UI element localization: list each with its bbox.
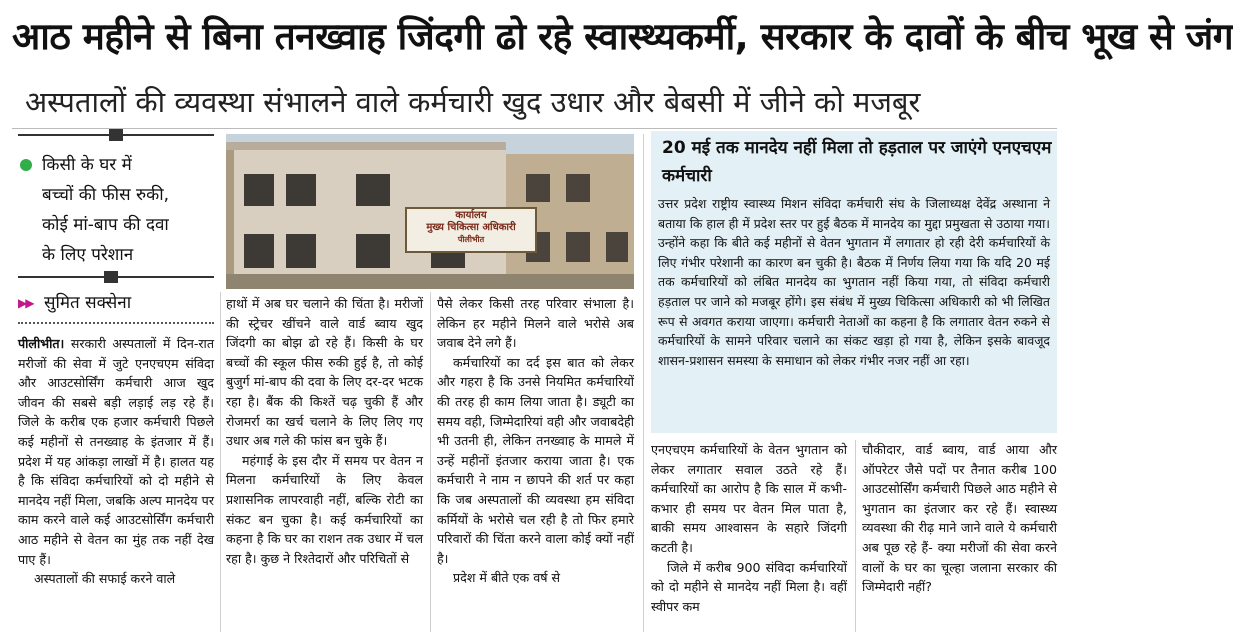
pull-quote-line: किसी के घर में — [42, 155, 132, 175]
article-paragraph: सरकारी अस्पतालों में दिन-रात मरीजों की सेवा में जुटे एनएचएम संविदा और आउटसोर्सिंग कर्मचारी आज खुद जीवन की सबसे बड़ी लड़ाई लड़ रहे हैं। जिले के करीब एक हजार कर्मचारी पिछले कई महीनों से तनख्वाह के इंतजार में हैं। प्रदेश में यह आंकड़ा लाखों में है। हालत यह है कि संविदा कर्मचारियों को दो महीने से मानदेय नहीं मिला, जबकि अल्प मानदेय पर काम करने वाले कई आउटसोर्सिंग कर्मचारी आठ महीने से वेतन का मुंह तक नहीं देख पाए हैं। — [18, 336, 214, 567]
article-paragraph: जिले में करीब 900 संविदा कर्मचारियों को दो महीने से मानदेय नहीं मिला है। वहीं स्वीपर कम — [651, 559, 847, 614]
article-column-1 — [18, 334, 214, 589]
subheadline: अस्पतालों की व्यवस्था संभालने वाले कर्मचारी खुद उधार और बेबसी में जीने को मजबूर — [25, 85, 921, 119]
callout-marker-top — [109, 129, 123, 141]
byline-arrow-icon: ▶▶ — [18, 296, 33, 310]
bullet-dot-icon — [20, 159, 32, 171]
office-sign — [406, 210, 536, 246]
article-paragraph: एनएचएम कर्मचारियों के वेतन भुगतान को लेकर लगातार सवाल उठते रहे हैं। कर्मचारियों का आरोप है कि साल में कभी-कभार ही समय पर वेतन मिल पाता है, बाकी समय आश्वासन के सहारे जिंदगी कटती है। — [651, 442, 847, 555]
byline: सुमित सक्सेना — [44, 293, 132, 313]
sidebar-box-body — [658, 194, 1050, 370]
column-divider — [220, 292, 221, 632]
pull-quote-line: बच्चों की फीस रुकी, — [42, 185, 170, 205]
article-column-4 — [651, 440, 847, 616]
article-paragraph: हाथों में अब घर चलाने की चिंता है। मरीजों की स्ट्रेचर खींचने वाले वार्ड ब्वाय खुद जिंदगी का बोझ ढो रहे हैं। किसी के घर बच्चों की स्कूल फीस रुकी हुई है, तो कोई बुजुर्ग मां-बाप की दवा के लिए दर-दर भटक रहा है। बैंक की किश्तें चढ़ चुकी हैं और रोजमर्रा का खर्च चलाने के लिए लिए गए उधार अब गले की फांस बन चुके हैं। — [226, 296, 423, 449]
callout-marker-bottom — [104, 271, 118, 283]
article-column-2 — [226, 294, 423, 568]
column-divider — [643, 134, 644, 632]
sidebar-box-text: उत्तर प्रदेश राष्ट्रीय स्वास्थ्य मिशन संविदा कर्मचारी संघ के जिलाध्यक्ष देवेंद्र अस्थाना ने बताया कि हाल ही में प्रदेश स्तर पर हुई बैठक में मानदेय का मुद्दा प्रमुखता से उठाया गया। उन्होंने कहा कि बीते कई महीनों से वेतन भुगतान में लगातार हो रही देरी कर्मचारियों के लिए गंभीर परेशानी का कारण बन चुकी है। बैठक में निर्णय लिया गया कि यदि 20 मई तक कर्मचारियों को लंबित मानदेय का भुगतान नहीं किया गया, तो संविदा कर्मचारी हड़ताल पर जाने को मजबूर होंगे। इस संबंध में मुख्य चिकित्सा अधिकारी को भी लिखित रूप से अवगत कराया जाएगा। कर्मचारी नेताओं का कहना है कि लगातार वेतन रुकने से कर्मचारियों के सामने परिवार चलाने का संकट खड़ा हो गया है, लेकिन इसके बावजूद शासन-प्रशासन समस्या के समाधान को लेकर गंभीर नजर नहीं आ रहा। — [658, 196, 1050, 368]
article-paragraph: कर्मचारियों का दर्द इस बात को लेकर और गहरा है कि उनसे नियमित कर्मचारियों की तरह ही काम लिया जाता है। ड्यूटी का समय वही, जिम्मेदारियां वही और जवाबदेही भी उतनी ही, लेकिन तनख्वाह के मामले में उन्हें महीनों इंतजार कराया जाता है। एक कर्मचारी ने नाम न छापने की शर्त पर कहा कि जब अस्पतालों की व्यवस्था हम संविदा कर्मियों के भरोसे चल रही है तो फिर हमारे परिवारों की चिंता करने वाला कोई क्यों नहीं है। — [437, 354, 634, 566]
headline: आठ महीने से बिना तनख्वाह जिंदगी ढो रहे स्वास्थ्यकर्मी, सरकार के दावों के बीच भूख से जंग — [12, 15, 1233, 58]
article-column-3 — [437, 294, 634, 588]
pull-quote-line: कोई मां-बाप की दवा — [42, 215, 169, 235]
divider-top — [12, 128, 1057, 129]
article-paragraph: महंगाई के इस दौर में समय पर वेतन न मिलना कर्मचारियों के लिए केवल प्रशासनिक लापरवाही नहीं, बल्कि रोटी का संकट बन चुका है। कई कर्मचारियों का कहना है कि घर का राशन तक उधार में चल रहा है। कुछ ने रिश्तेदारों और परिचितों से — [226, 452, 423, 566]
hospital-photo — [226, 134, 634, 289]
pull-quote — [20, 150, 210, 270]
column-divider — [430, 292, 431, 632]
article-column-5 — [862, 440, 1057, 597]
sign-text: मुख्य चिकित्सा अधिकारी — [426, 222, 516, 233]
article-paragraph: प्रदेश में बीते एक वर्ष से — [453, 570, 561, 586]
dateline: पीलीभीत। — [18, 336, 65, 351]
article-paragraph: चौकीदार, वार्ड ब्वाय, वार्ड आया और ऑपरेटर जैसे पदों पर तैनात करीब 100 आउटसोर्सिंग कर्मचारी पिछले आठ महीने से भुगतान का इंतजार कर रहे हैं। स्वास्थ्य व्यवस्था की रीढ़ माने जाने वाले ये कर्मचारी अब पूछ रहे हैं- क्या मरीजों की सेवा करने वालों के घर का चूल्हा जलाना सरकार की जिम्मेदारी नहीं? — [862, 442, 1057, 595]
byline-divider — [18, 322, 214, 324]
column-divider — [855, 440, 856, 632]
sidebar-box-title: 20 मई तक मानदेय नहीं मिला तो हड़ताल पर जाएंगे एनएचएम कर्मचारी — [662, 138, 1052, 186]
sign-text: कार्यालय — [455, 210, 487, 221]
article-paragraph: अस्पतालों की सफाई करने वाले — [34, 571, 176, 587]
sign-text: पीलीभीत — [457, 235, 485, 244]
article-paragraph: पैसे लेकर किसी तरह परिवार संभाला है। लेकिन हर महीने मिलने वाले भरोसे अब जवाब देने लगे हैं। — [437, 296, 634, 351]
pull-quote-line: के लिए परेशान — [42, 245, 134, 265]
